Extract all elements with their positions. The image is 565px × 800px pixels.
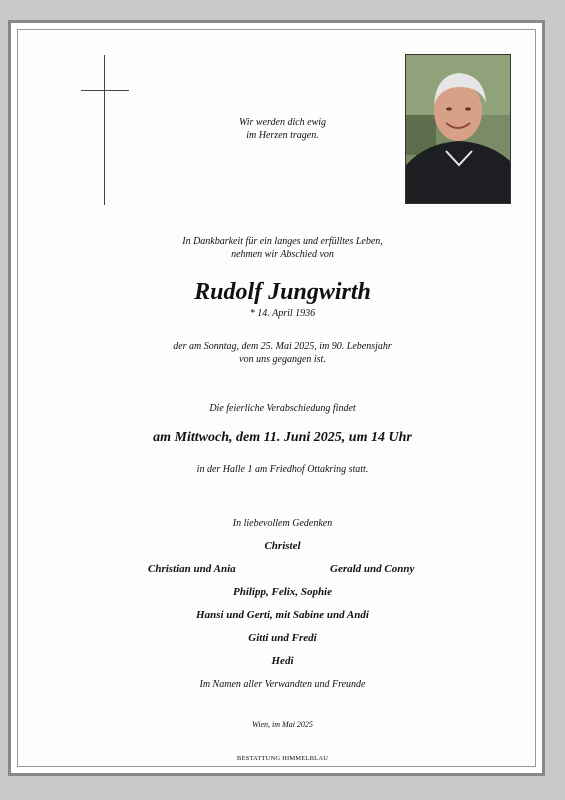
- mourner-right: Gerald und Conny: [330, 563, 415, 575]
- birth-date: * 14. April 1936: [249, 308, 316, 319]
- motto-line-1: Wir werden dich ewig: [238, 117, 327, 128]
- mourners-heading: In liebevollem Gedenken: [232, 518, 333, 529]
- intro-line-1: In Dankbarkeit für ein langes und erfülltes Leben,: [182, 236, 383, 247]
- deceased-name: Rudolf Jungwirth: [194, 279, 371, 305]
- ceremony-intro: Die feierliche Verabschiedung findet: [209, 403, 356, 414]
- intro-line-2: nehmen wir Abschied von: [231, 249, 334, 260]
- cross-symbol-horizontal: [81, 90, 129, 91]
- death-line-1: der am Sonntag, dem 25. Mai 2025, im 90. Lebensjahr: [173, 341, 392, 352]
- death-line-2: von uns gegangen ist.: [239, 354, 326, 365]
- mourner-line-3: Gitti und Fredi: [248, 632, 317, 644]
- undertaker-name: BESTATTUNG HIMMELBLAU: [236, 755, 329, 762]
- ceremony-place: in der Halle 1 am Friedhof Ottakring statt.: [196, 464, 369, 475]
- place-date: Wien, im Mai 2025: [252, 720, 313, 729]
- mourner-line-1: Philipp, Felix, Sophie: [232, 586, 332, 598]
- motto-line-2: im Herzen tragen.: [246, 130, 319, 141]
- mourner-line-2: Hansi und Gerti, mit Sabine und Andi: [196, 609, 369, 621]
- ceremony-date: am Mittwoch, dem 11. Juni 2025, um 14 Uhr: [153, 430, 412, 445]
- mourner-line-4: Hedi: [271, 655, 294, 667]
- mourner-left: Christian und Ania: [148, 563, 236, 575]
- mourners-closing: Im Namen aller Verwandten und Freunde: [199, 679, 366, 690]
- mourner-first: Christel: [264, 540, 301, 552]
